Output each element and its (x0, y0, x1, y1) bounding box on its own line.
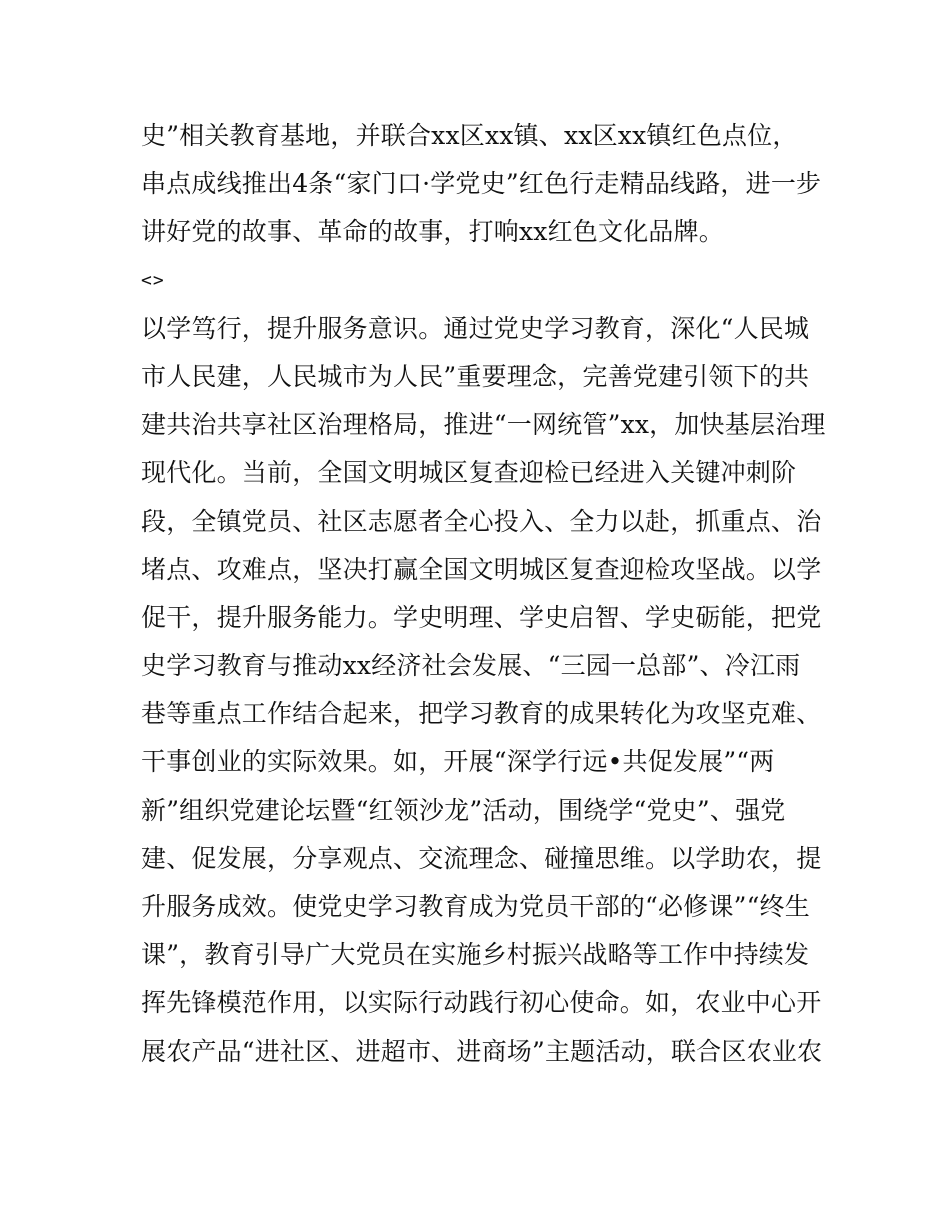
text-line: 建共治共享社区治理格局，推进“一网统管”xx，加快基层治理 (141, 410, 826, 440)
text-line: 堵点、攻难点，坚决打赢全国文明城区复查迎检攻坚战。以学 (141, 554, 822, 584)
text-line: 升服务成效。使党史学习教育成为党员干部的“必修课”“终生 (141, 892, 810, 921)
text-line: 新”组织党建论坛暨“红领沙龙”活动，围绕学“党史”、强党 (141, 795, 786, 825)
text-line: 挥先锋模范作用，以实际行动践行初心使命。如，农业中心开 (141, 988, 822, 1018)
text-line: 段，全镇党员、社区志愿者全心投入、全力以赴，抓重点、治 (141, 506, 822, 536)
text-line: 史”相关教育基地，并联合xx区xx镇、xx区xx镇红色点位， (141, 121, 798, 150)
text-line: 串点成线推出4条“家门口·学党史”红色行走精品线路，进一步 (141, 169, 822, 199)
text-line: 现代化。当前，全国文明城区复查迎检已经进入关键冲刺阶 (141, 458, 797, 488)
text-line: 建、促发展，分享观点、交流理念、碰撞思维。以学助农，提 (141, 843, 822, 873)
text-line: 史学习教育与推动xx经济社会发展、“三园一总部”、冷江雨 (141, 651, 801, 681)
section-marker: <> (141, 269, 165, 291)
text-line: 干事创业的实际效果。如，开展“深学行远•共促发展”“两 (141, 747, 775, 777)
text-line: 展农产品“进社区、进超市、进商场”主题活动，联合区农业农 (141, 1036, 823, 1066)
text-line: 讲好党的故事、革命的故事，打响xx红色文化品牌。 (141, 217, 725, 247)
text-line: 以学笃行，提升服务意识。通过党史学习教育，深化“人民城 (141, 313, 810, 343)
text-line: 巷等重点工作结合起来，把学习教育的成果转化为攻坚克难、 (141, 699, 822, 729)
document-body (141, 112, 831, 1076)
text-line: 市人民建，人民城市为人民”重要理念，完善党建引领下的共 (141, 361, 810, 391)
text-line: 促干，提升服务能力。学史明理、学史启智、学史砺能，把党 (141, 602, 822, 632)
text-line: 课”，教育引导广大党员在实施乡村振兴战略等工作中持续发 (141, 940, 810, 970)
